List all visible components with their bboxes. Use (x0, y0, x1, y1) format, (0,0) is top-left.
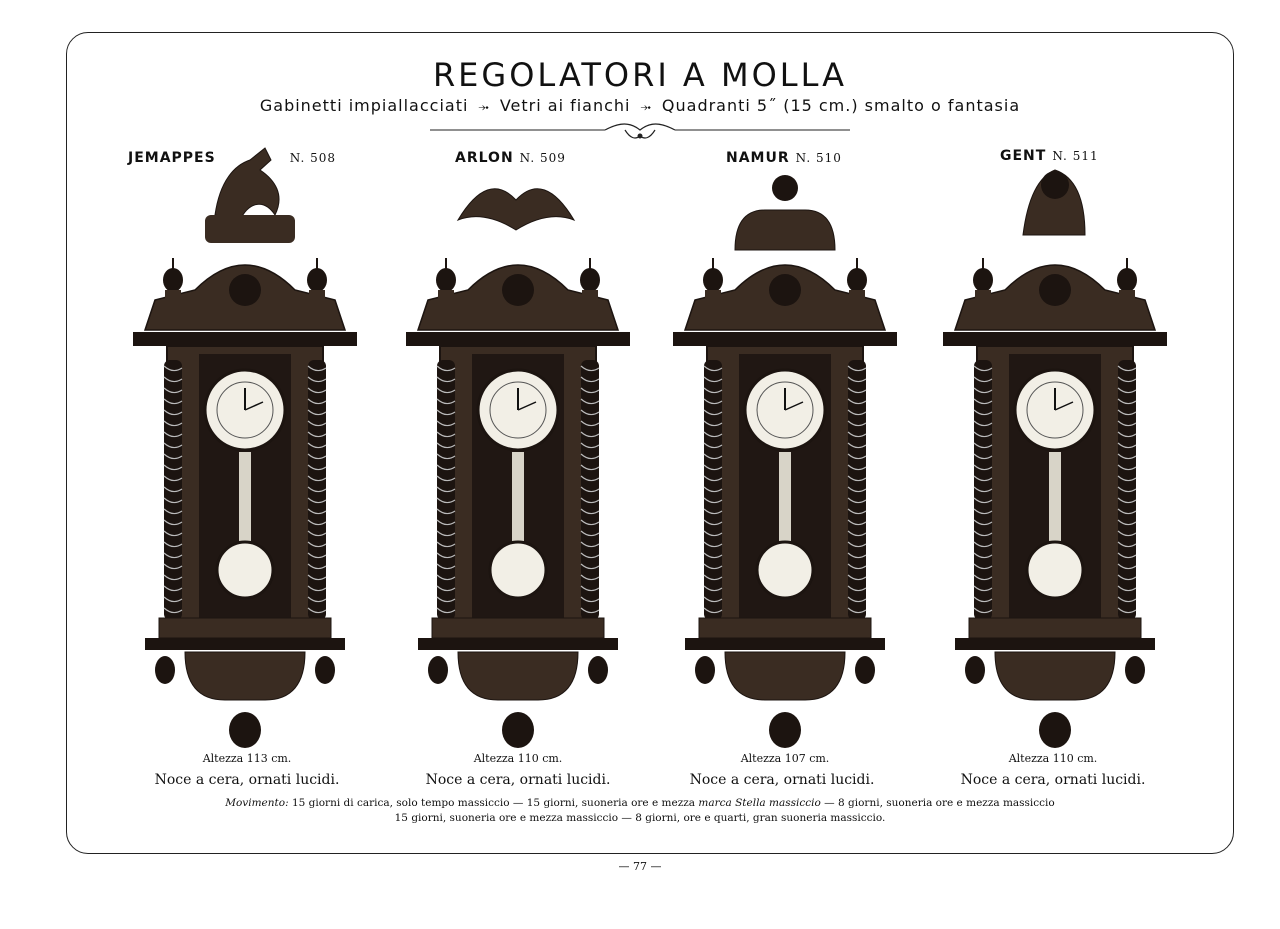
pendulum-rod (779, 452, 791, 542)
bottom-bowl (995, 652, 1115, 700)
drop-finial (588, 656, 608, 684)
finial-ball (436, 268, 456, 292)
clock-number: N. 510 (795, 151, 842, 165)
clock-name: ARLON (455, 150, 514, 166)
finial-base (705, 290, 721, 302)
cornice (406, 332, 630, 346)
bottom-drop (1039, 712, 1071, 748)
base-plinth (969, 618, 1141, 638)
clock-description: Noce a cera, ornati lucidi. (689, 772, 875, 788)
clock-name: NAMUR (726, 150, 790, 166)
finial-ball (307, 268, 327, 292)
clock-number: N. 509 (519, 151, 566, 165)
drop-finial (1125, 656, 1145, 684)
pendulum-rod (239, 452, 251, 542)
finial-base (582, 290, 598, 302)
finial-base (975, 290, 991, 302)
movement-brand-text: marca Stella massiccio (698, 797, 821, 809)
clock-illustration-gent (935, 140, 1175, 755)
clock-height: Altezza 110 cm. (1008, 752, 1098, 765)
horse-icon (215, 148, 279, 220)
clock-illustration-namur (665, 140, 905, 755)
clock-height: Altezza 110 cm. (473, 752, 563, 765)
clock-number: N. 511 (1052, 149, 1099, 163)
clock-height: Altezza 113 cm. (202, 752, 292, 765)
clock-height: Altezza 107 cm. (740, 752, 830, 765)
mask-ornament (229, 274, 261, 306)
drop-finial (155, 656, 175, 684)
clock-name: JEMAPPES (128, 150, 216, 166)
cornice (673, 332, 897, 346)
pediment-ball (772, 175, 798, 201)
drop-finial (428, 656, 448, 684)
finial-base (849, 290, 865, 302)
clock-body (406, 189, 630, 748)
pendulum-bob (490, 542, 546, 598)
finial-ball (1117, 268, 1137, 292)
finial-ball (973, 268, 993, 292)
base-ledge (145, 638, 345, 650)
movement-line-1 (0, 797, 1280, 809)
bottom-drop (502, 712, 534, 748)
base-ledge (955, 638, 1155, 650)
pendulum-bob (757, 542, 813, 598)
finial-base (165, 290, 181, 302)
clock-description: Noce a cera, ornati lucidi. (960, 772, 1146, 788)
movement-text: — 8 giorni, suoneria ore e mezza massiccio (824, 797, 1055, 809)
subtitle-part-1: Gabinetti impiallacciati (259, 96, 469, 115)
base-plinth (432, 618, 604, 638)
bottom-drop (769, 712, 801, 748)
movement-text: 15 giorni di carica, solo tempo massiccio — 15 giorni, suoneria ore e mezza (291, 797, 696, 809)
base-plinth (159, 618, 331, 638)
bottom-bowl (725, 652, 845, 700)
base-ledge (685, 638, 885, 650)
drop-finial (965, 656, 985, 684)
finial-ball (580, 268, 600, 292)
movement-label: Movimento: (225, 797, 289, 809)
cornice (943, 332, 1167, 346)
pendulum-bob (1027, 542, 1083, 598)
clock-name: GENT (1000, 148, 1047, 164)
drop-finial (315, 656, 335, 684)
movement-brand (698, 797, 820, 809)
pendulum-rod (1049, 452, 1061, 542)
finial-ball (703, 268, 723, 292)
clock-illustration-jemappes (125, 140, 365, 755)
cornice (133, 332, 357, 346)
finial-base (438, 290, 454, 302)
clock-illustration-arlon (398, 140, 638, 755)
finial-ball (847, 268, 867, 292)
mask-ornament (1039, 274, 1071, 306)
mask-ornament (769, 274, 801, 306)
base-plinth (699, 618, 871, 638)
pediment-scroll (735, 210, 835, 250)
mask-ornament (502, 274, 534, 306)
subtitle-part-2: Vetri ai fianchi (499, 96, 631, 115)
movement-line-2: 15 giorni, suoneria ore e mezza massiccio — 8 giorni, ore e quarti, gran suoneria massiccio. (394, 812, 886, 824)
double-arrow-ornament-icon: ⤞ (478, 100, 490, 115)
finial-base (309, 290, 325, 302)
drop-finial (695, 656, 715, 684)
pendulum-rod (512, 452, 524, 542)
base-ledge (418, 638, 618, 650)
page-subtitle (0, 96, 1280, 115)
bottom-bowl (458, 652, 578, 700)
eagle-icon (458, 189, 574, 230)
page-number: — 77 — (618, 860, 662, 873)
double-arrow-ornament-icon: ⤞ (640, 100, 652, 115)
page-title: REGOLATORI A MOLLA (432, 56, 848, 94)
clock-description: Noce a cera, ornati lucidi. (154, 772, 340, 788)
bottom-bowl (185, 652, 305, 700)
clock-body (133, 148, 357, 748)
finial-ball (163, 268, 183, 292)
subtitle-part-3: Quadranti 5˝ (15 cm.) smalto o fantasia (661, 96, 1021, 115)
finial-base (1119, 290, 1135, 302)
drop-finial (855, 656, 875, 684)
topper-base (205, 215, 295, 243)
clock-number: N. 508 (289, 151, 336, 165)
clock-body (943, 170, 1167, 748)
clock-body (673, 175, 897, 748)
bottom-drop (229, 712, 261, 748)
lion-head (1041, 171, 1069, 199)
clock-description: Noce a cera, ornati lucidi. (425, 772, 611, 788)
pendulum-bob (217, 542, 273, 598)
